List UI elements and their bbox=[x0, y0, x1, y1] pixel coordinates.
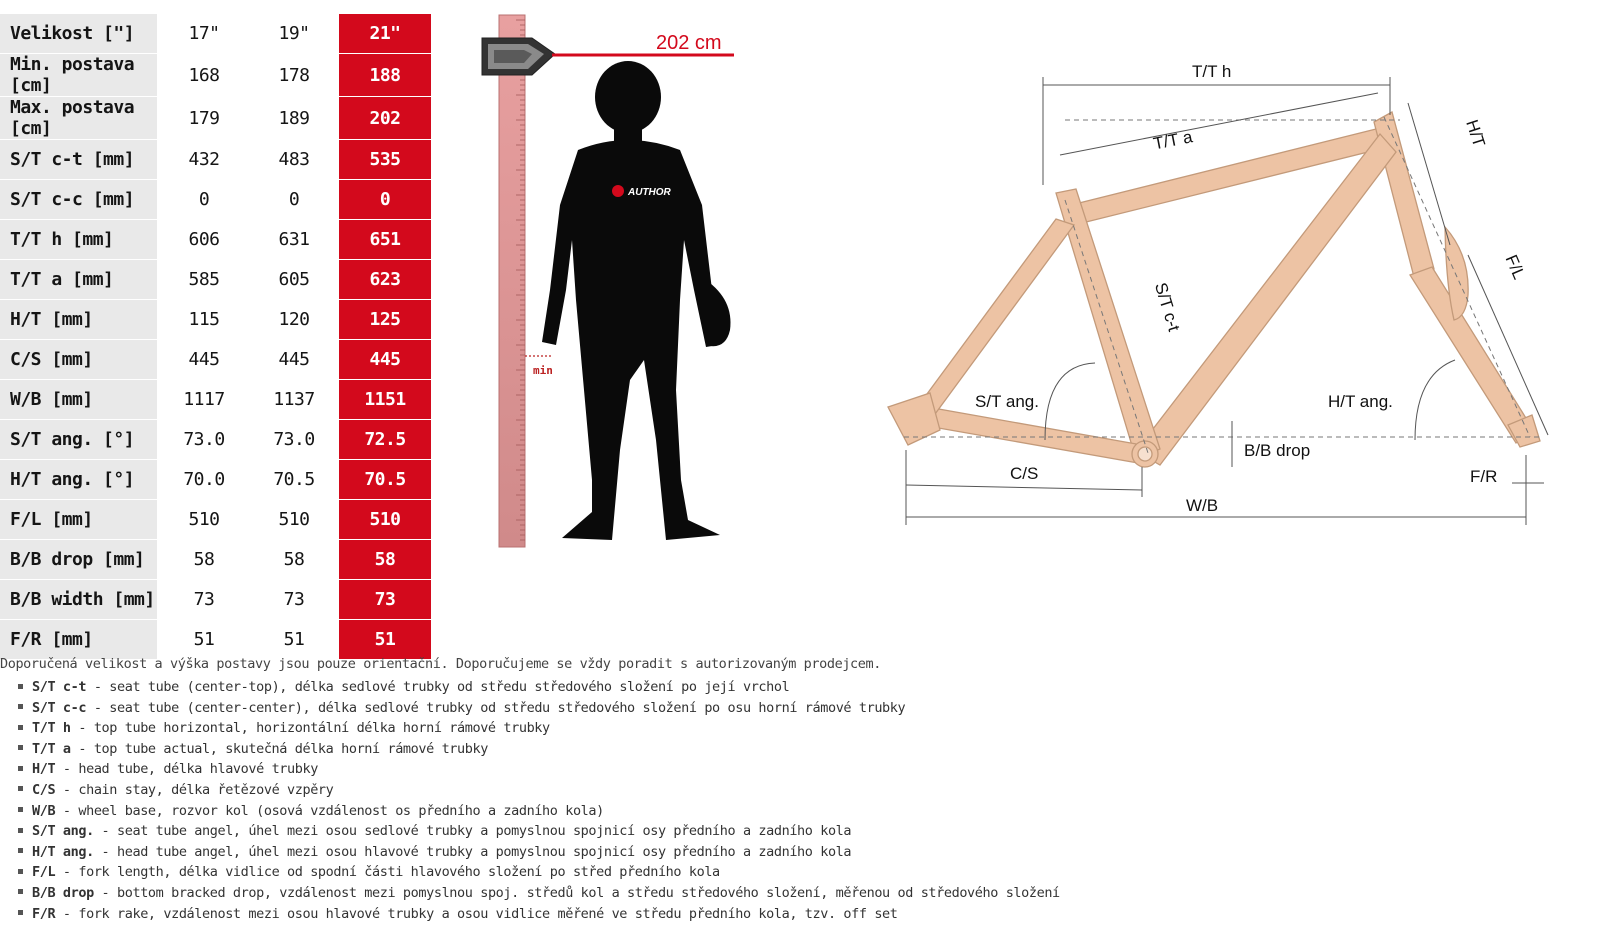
legend-item bbox=[18, 677, 1060, 698]
bullet-icon bbox=[18, 828, 23, 833]
row-label: Max. postava [cm] bbox=[0, 96, 157, 139]
table-row bbox=[0, 179, 431, 219]
value-19: 510 bbox=[249, 499, 339, 539]
value-17: 606 bbox=[159, 219, 249, 259]
row-label: F/L [mm] bbox=[0, 499, 157, 539]
legend-item bbox=[18, 780, 1060, 801]
bullet-icon bbox=[18, 807, 23, 812]
table-row bbox=[0, 219, 431, 259]
value-17: 179 bbox=[159, 96, 249, 139]
row-label: W/B [mm] bbox=[0, 379, 157, 419]
legend-abbreviation: H/T bbox=[32, 761, 56, 778]
value-19: 189 bbox=[249, 96, 339, 139]
brand-logo-icon bbox=[612, 185, 624, 197]
value-19: 70.5 bbox=[249, 459, 339, 499]
legend-description: - seat tube angel, úhel mezi osou sedlové trubky a pomyslnou spojnicí osy předního a zadního kola bbox=[93, 823, 852, 840]
value-21-highlight: 51 bbox=[339, 619, 431, 659]
legend-description: - fork rake, vzdálenost mezi osou hlavové trubky a osou vidlice měřené ve středu předního kola, tzv. off set bbox=[55, 905, 898, 922]
legend-item bbox=[18, 759, 1060, 780]
legend-abbreviation: S/T ang. bbox=[32, 823, 94, 840]
row-label: S/T ang. [°] bbox=[0, 419, 157, 459]
legend-abbreviation: B/B drop bbox=[32, 884, 94, 901]
frame-geometry-diagram bbox=[880, 55, 1580, 535]
value-17: 115 bbox=[159, 299, 249, 339]
value-21-highlight: 73 bbox=[339, 579, 431, 619]
rider-silhouette bbox=[542, 61, 731, 540]
chain-stay bbox=[910, 405, 1142, 463]
table-row bbox=[0, 499, 431, 539]
value-21-highlight: 445 bbox=[339, 339, 431, 379]
bullet-icon bbox=[18, 889, 23, 894]
value-19: 483 bbox=[249, 139, 339, 179]
bullet-icon bbox=[18, 910, 23, 915]
table-row bbox=[0, 579, 431, 619]
size-recommendation-note: Doporučená velikost a výška postavy jsou pouze orientační. Doporučujeme se vždy poradit s autorizovaným prodejcem. bbox=[0, 656, 881, 672]
label-st-ang: S/T ang. bbox=[975, 392, 1039, 411]
legend-item bbox=[18, 801, 1060, 822]
table-row bbox=[0, 419, 431, 459]
value-19: 1137 bbox=[249, 379, 339, 419]
value-17: 168 bbox=[159, 53, 249, 96]
geometry-table-body bbox=[0, 14, 431, 659]
table-row bbox=[0, 459, 431, 499]
row-label: Velikost ["] bbox=[0, 14, 157, 53]
jacket-brand: AUTHOR bbox=[628, 187, 671, 198]
value-17: 73 bbox=[159, 579, 249, 619]
table-row bbox=[0, 539, 431, 579]
table-row bbox=[0, 14, 431, 53]
label-tt-a: T/T a bbox=[1151, 127, 1195, 154]
bullet-icon bbox=[18, 704, 23, 709]
value-21-highlight: 72.5 bbox=[339, 419, 431, 459]
frame-tubes bbox=[888, 112, 1540, 467]
legend-abbreviation: W/B bbox=[32, 802, 56, 819]
legend-item bbox=[18, 883, 1060, 904]
value-17: 73.0 bbox=[159, 419, 249, 459]
value-19: 120 bbox=[249, 299, 339, 339]
legend-description: - top tube actual, skutečná délka horní rámové trubky bbox=[70, 740, 488, 757]
row-label: T/T h [mm] bbox=[0, 219, 157, 259]
bullet-icon bbox=[18, 766, 23, 771]
value-17: 585 bbox=[159, 259, 249, 299]
value-17: 70.0 bbox=[159, 459, 249, 499]
bullet-icon bbox=[18, 684, 23, 689]
rider-height-illustration bbox=[480, 0, 750, 560]
value-19: 51 bbox=[249, 619, 339, 659]
bullet-icon bbox=[18, 786, 23, 791]
label-cs: C/S bbox=[1010, 464, 1039, 483]
value-21-highlight: 623 bbox=[339, 259, 431, 299]
row-label: B/B drop [mm] bbox=[0, 539, 157, 579]
value-21-highlight: 651 bbox=[339, 219, 431, 259]
value-21-highlight: 202 bbox=[339, 96, 431, 139]
height-label: 202 cm bbox=[656, 32, 722, 54]
bullet-icon bbox=[18, 745, 23, 750]
legend-description: - seat tube (center-center), délka sedlové trubky od středu středového složení po osu horní rámové trubky bbox=[86, 699, 906, 716]
label-bb-drop: B/B drop bbox=[1244, 441, 1311, 460]
value-19: 19" bbox=[278, 23, 310, 44]
legend-item bbox=[18, 718, 1060, 739]
legend-description: - chain stay, délka řetězové vzpěry bbox=[55, 781, 334, 798]
label-ht-ang: H/T ang. bbox=[1328, 392, 1393, 411]
legend-item bbox=[18, 821, 1060, 842]
table-row bbox=[0, 379, 431, 419]
value-19: 0 bbox=[249, 179, 339, 219]
value-21-highlight: 58 bbox=[339, 539, 431, 579]
table-row bbox=[0, 619, 431, 659]
value-17: 17" bbox=[188, 23, 220, 44]
legend-description: - head tube, délka hlavové trubky bbox=[55, 761, 318, 778]
bullet-icon bbox=[18, 725, 23, 730]
value-19: 178 bbox=[249, 53, 339, 96]
legend-description: - fork length, délka vidlice od spodní části hlavového složení po střed předního kola bbox=[55, 864, 720, 881]
legend-description: - bottom bracked drop, vzdálenost mezi pomyslnou spoj. středů kol a středu středového složení, měřenou od středového složení bbox=[93, 884, 1060, 901]
value-19: 631 bbox=[249, 219, 339, 259]
bullet-icon bbox=[18, 848, 23, 853]
legend-item bbox=[18, 739, 1060, 760]
row-label: Min. postava [cm] bbox=[0, 53, 157, 96]
value-17: 1117 bbox=[159, 379, 249, 419]
value-21-highlight: 21" bbox=[339, 14, 431, 53]
value-17: 51 bbox=[159, 619, 249, 659]
value-17: 445 bbox=[159, 339, 249, 379]
row-label: B/B width [mm] bbox=[0, 579, 157, 619]
table-row bbox=[0, 53, 431, 96]
value-19: 445 bbox=[249, 339, 339, 379]
row-label: F/R [mm] bbox=[0, 619, 157, 659]
legend-abbreviation: S/T c-t bbox=[32, 679, 87, 695]
fork bbox=[1410, 267, 1534, 443]
table-row bbox=[0, 139, 431, 179]
abbreviation-legend bbox=[18, 677, 1060, 924]
min-marker-label: min bbox=[533, 364, 553, 377]
table-row bbox=[0, 339, 431, 379]
row-label: H/T ang. [°] bbox=[0, 459, 157, 499]
value-17: 0 bbox=[159, 179, 249, 219]
value-21-highlight: 510 bbox=[339, 499, 431, 539]
table-row bbox=[0, 96, 431, 139]
legend-abbreviation: S/T c-c bbox=[32, 699, 87, 716]
legend-item bbox=[18, 904, 1060, 925]
legend-description: - head tube angel, úhel mezi osou hlavové trubky a pomyslnou spojnicí osy předního a zadního kola bbox=[93, 843, 852, 860]
legend-abbreviation: H/T ang. bbox=[32, 843, 94, 860]
legend-item bbox=[18, 862, 1060, 883]
legend-abbreviation: F/R bbox=[32, 905, 56, 922]
seat-tube bbox=[1056, 189, 1160, 459]
legend-description: - top tube horizontal, horizontální délka horní rámové trubky bbox=[70, 720, 550, 737]
label-fl: F/L bbox=[1501, 252, 1529, 283]
value-19: 605 bbox=[249, 259, 339, 299]
value-21-highlight: 125 bbox=[339, 299, 431, 339]
table-row bbox=[0, 299, 431, 339]
label-ht: H/T bbox=[1462, 117, 1489, 150]
row-label: S/T c-t [mm] bbox=[0, 139, 157, 179]
value-19: 73.0 bbox=[249, 419, 339, 459]
legend-item bbox=[18, 842, 1060, 863]
label-tt-h: T/T h bbox=[1192, 62, 1232, 81]
row-label: H/T [mm] bbox=[0, 299, 157, 339]
value-19: 73 bbox=[249, 579, 339, 619]
value-19: 58 bbox=[249, 539, 339, 579]
value-17: 58 bbox=[159, 539, 249, 579]
value-21-highlight: 1151 bbox=[339, 379, 431, 419]
legend-abbreviation: F/L bbox=[32, 864, 56, 881]
label-fr: F/R bbox=[1470, 467, 1498, 486]
label-st-ct: S/T c-t bbox=[1150, 280, 1184, 334]
legend-abbreviation: C/S bbox=[32, 781, 56, 798]
value-17: 510 bbox=[159, 499, 249, 539]
legend-abbreviation: T/T h bbox=[32, 720, 71, 737]
legend-description: - wheel base, rozvor kol (osová vzdálenost os předního a zadního kola) bbox=[55, 802, 604, 819]
bullet-icon bbox=[18, 869, 23, 874]
value-21-highlight: 535 bbox=[339, 139, 431, 179]
value-21-highlight: 0 bbox=[339, 179, 431, 219]
legend-description: - seat tube (center-top), délka sedlové trubky od středu středového složení po její vrchol bbox=[86, 679, 790, 695]
row-label: C/S [mm] bbox=[0, 339, 157, 379]
table-row bbox=[0, 259, 431, 299]
row-label: T/T a [mm] bbox=[0, 259, 157, 299]
label-wb: W/B bbox=[1186, 496, 1219, 515]
geometry-table bbox=[0, 14, 431, 659]
value-17: 432 bbox=[159, 139, 249, 179]
legend-abbreviation: T/T a bbox=[32, 740, 71, 757]
value-21-highlight: 70.5 bbox=[339, 459, 431, 499]
row-label: S/T c-c [mm] bbox=[0, 179, 157, 219]
legend-item bbox=[18, 698, 1060, 719]
value-21-highlight: 188 bbox=[339, 53, 431, 96]
